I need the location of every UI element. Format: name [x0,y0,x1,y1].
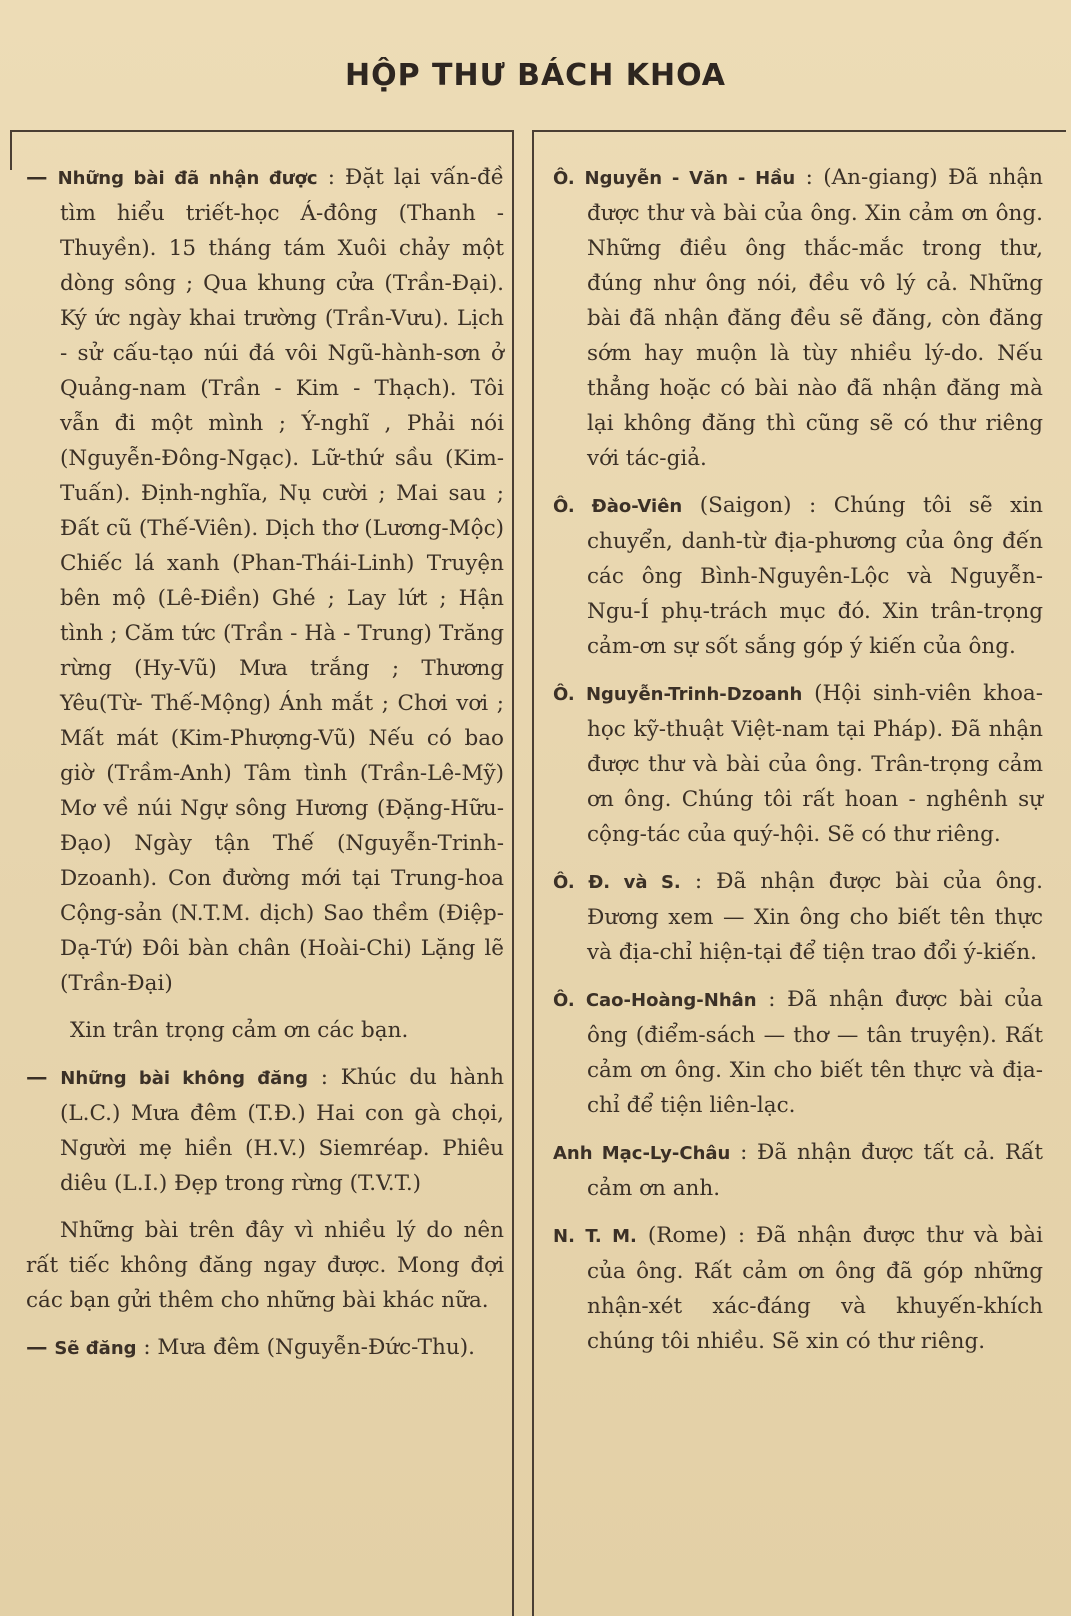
to-be-published-heading: Sẽ đăng [54,1338,137,1359]
reply-text: (Rome) : Đã nhận được thư và bài của ông. Rất cảm ơn ông đã góp những nhận-xét xác-đáng và khuyến-khích chúng tôi nhiều. Sẽ xin có thư riêng. [587,1223,1043,1354]
left-column [26,160,504,1378]
center-rule-right [532,130,534,1616]
reply-text: (Hội sinh-viên khoa-học kỹ-thuật Việt-nam tại Pháp). Đã nhận được thư và bài của ông. Trân-trọng cảm ơn ông. Chúng tôi rất hoan - nghênh sự cộng-tác của quý-hội. Sẽ có thư riêng. [587,681,1043,847]
reply-recipient: Ô. Đ. và S. [553,872,681,893]
thanks-line: Xin trân trọng cảm ơn các bạn. [70,1018,409,1043]
right-top-rule [532,130,1066,132]
left-edge-rule [10,130,12,170]
reply-text: : Đã nhận được tất cả. Rất cảm ơn anh. [587,1140,1043,1201]
received-articles-heading: Những bài đã nhận được [57,168,318,189]
not-published-text: : Khúc du hành (L.C.) Mưa đêm (T.Đ.) Hai con gà chọi, Người mẹ hiền (H.V.) Siemréap. Phiêu diêu (L.I.) Đẹp trong rừng (T.V.T.) [60,1065,504,1196]
reply-text: : Đã nhận được bài của ông (điểm-sách — thơ — tân truyện). Rất cảm ơn ông. Xin cho biết tên thực và địa-chỉ để tiện liên-lạc. [587,987,1043,1118]
reply-entry [553,864,1043,970]
reply-recipient: N. T. M. [553,1226,637,1247]
page-title: HỘP THƯ BÁCH KHOA [344,58,727,93]
reply-entry [553,1218,1043,1359]
right-column [553,160,1043,1371]
reply-text: : (An-giang) Đã nhận được thư và bài của ông. Xin cảm ơn ông. Những điều ông thắc-mắc trong thư, đúng như ông nói, đều vô lý cả. Những bài đã nhận đăng đều sẽ đăng, còn đăng sớm hay muộn là tùy nhiều lý-do. Nếu thẳng hoặc có bài nào đã nhận đăng mà lại không đăng thì cũng sẽ có thư riêng với tác-giả. [587,165,1043,471]
to-be-published-text: : Mưa đêm (Nguyễn-Đức-Thu). [136,1335,475,1360]
em-dash: — [26,165,48,190]
em-dash: — [26,1065,48,1090]
reply-entry [553,1135,1043,1206]
reply-recipient: Ô. Nguyễn-Trinh-Dzoanh [553,684,803,705]
not-published-note: Những bài trên đây vì nhiều lý do nên rất tiếc không đăng ngay được. Mong đợi các bạn gửi thêm cho những bài khác nữa. [26,1218,504,1313]
reply-recipient: Anh Mạc-Ly-Châu [553,1143,731,1164]
reply-recipient: Ô. Nguyễn - Văn - Hầu [553,168,796,189]
reply-entry [553,488,1043,664]
not-published-heading: Những bài không đăng [60,1068,308,1089]
reply-text: : Đã nhận được bài của ông. Đương xem — Xin ông cho biết tên thực và địa-chỉ hiện-tại để tiện trao đổi ý-kiến. [587,869,1043,965]
left-top-rule [10,130,512,132]
reply-recipient: Ô. Đào-Viên [553,496,683,517]
em-dash: — [26,1335,48,1360]
to-be-published-entry [26,1330,504,1366]
reply-entry [553,982,1043,1123]
reply-text: (Saigon) : Chúng tôi sẽ xin chuyển, danh-từ địa-phương của ông đến các ông Bình-Nguyên-Lộc và Nguyễn-Ngu-Í phụ-trách mục đó. Xin trân-trọng cảm-ơn sự sốt sắng góp ý kiến của ông. [587,493,1043,659]
reply-entry [553,676,1043,852]
center-rule-left [512,130,514,1616]
reply-entry [553,160,1043,476]
reply-recipient: Ô. Cao-Hoàng-Nhân [553,990,757,1011]
received-articles-entry [26,160,504,1001]
received-articles-text: : Đặt lại vấn-đề tìm hiểu triết-học Á-đông (Thanh - Thuyền). 15 tháng tám Xuôi chảy một dòng sông ; Qua khung cửa (Trần-Đại). Ký ức ngày khai trường (Trần-Vưu). Lịch - sử cấu-tạo núi đá vôi Ngũ-hành-sơn ở Quảng-nam (Trần - Kim - Thạch). Tôi vẫn đi một mình ; Ý-nghĩ , Phải nói (Nguyễn-Đông-Ngạc). Lữ-thứ sầu (Kim-Tuấn). Định-nghĩa, Nụ cười ; Mai sau ; Đất cũ (Thế-Viên). Dịch thơ (Lương-Mộc) Chiếc lá xanh (Phan-Thái-Linh) Truyện bên mộ (Lê-Điền) Ghé ; Lay lứt ; Hận tình ; Căm tức (Trần - Hà - Trung) Trăng rừng (Hy-Vũ) Mưa trắng ; Thương Yêu(Từ- Thế-Mộng) Ánh mắt ; Chơi vơi ; Mất mát (Kim-Phượng-Vũ) Nếu có bao giờ (Trầm-Anh) Tâm tình (Trần-Lê-Mỹ) Mơ về núi Ngự sông Hương (Đặng-Hữu-Đạo) Ngày tận Thế (Nguyễn-Trinh-Dzoanh). Con đường mới tại Trung-hoa Cộng-sản (N.T.M. dịch) Sao thềm (Điệp-Dạ-Tứ) Đôi bàn chân (Hoài-Chi) Lặng lẽ (Trần-Đại) [60,165,504,996]
not-published-entry [26,1060,504,1201]
